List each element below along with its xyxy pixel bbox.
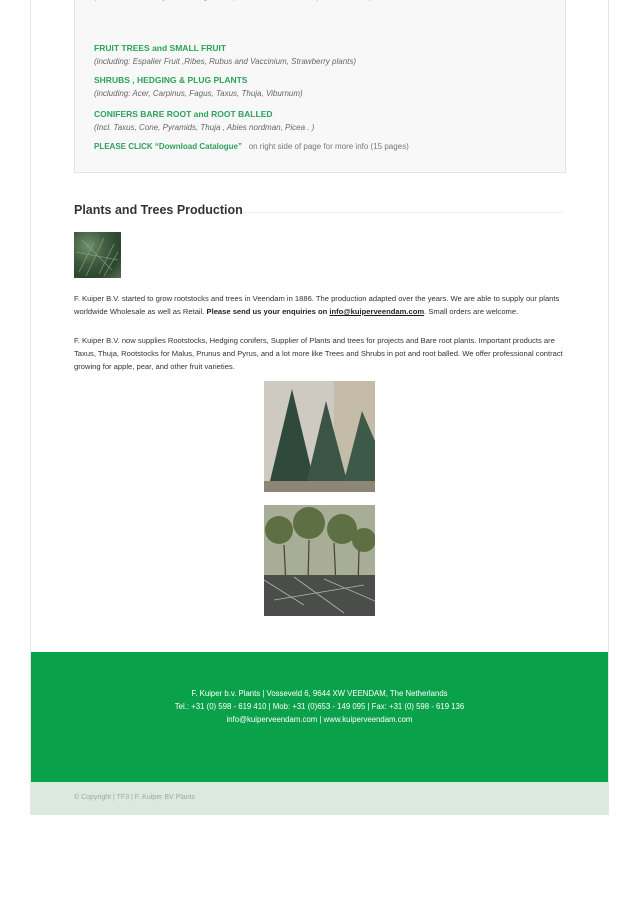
intro-text: F. Kuiper B.V. started to grow rootstocks and trees in Veendam in 1886. The production adapted over the years. We are able to supply our plants worldwide Wholesale as well as Retail. (74, 294, 560, 316)
category-title-conifers: CONIFERS BARE ROOT and ROOT BALLED (94, 109, 273, 119)
conifer-thumbnail-image[interactable] (74, 232, 121, 278)
category-title-fruit-trees: FRUIT TREES and SMALL FRUIT (94, 43, 227, 53)
email-link[interactable]: info@kuiperveendam.com (329, 307, 425, 316)
copyright-text: © Copyright | TF3 | F. Kuiper BV Plants (74, 794, 196, 801)
site-footer (31, 652, 608, 782)
footer-address: F. Kuiper b.v. Plants | Vosseveld 6, 9644 XW VEENDAM, The Netherlands (191, 689, 448, 698)
category-subtitle-conifers: (Incl. Taxus, Cone, Pyramids, Thuja , Abies nordman, Picea . ) (94, 123, 315, 132)
page-container (30, 0, 609, 815)
copyright-bar (31, 782, 608, 815)
catalogue-box (74, 0, 566, 173)
footer-phone-numbers: Tel.: +31 (0) 598 - 619 410 | Mob: +31 (0)653 - 149 095 | Fax: +31 (0) 598 - 619 136 (174, 702, 465, 711)
category-subtitle-shrubs: (including: Acer, Carpinus, Fagus, Taxus, Thuja, Viburnum) (94, 89, 303, 98)
products-paragraph: F. Kuiper B.V. now supplies Rootstocks, Hedging conifers, Supplier of Plants and trees for projects and Bare root plants. Important products are Taxus, Thuja, Rootstocks for Malus, Prunus and Pyrus, and a lot more like Trees and Shrubs in pot and root balled. We offer professional contract growing for apple, pear, and other fruit varieties. (74, 336, 563, 371)
download-catalogue-link[interactable]: PLEASE CLICK “Download Catalogue” (94, 142, 243, 151)
catalogue-top-line (94, 0, 372, 1)
intro-paragraph (74, 292, 566, 318)
intro-enquiry-text: Please send us your enquiries on (206, 307, 330, 316)
download-catalogue-line (94, 142, 409, 151)
category-title-shrubs: SHRUBS , HEDGING & PLUG PLANTS (94, 75, 248, 85)
potted-trees-photo[interactable] (264, 505, 375, 616)
section-heading: Plants and Trees Production (74, 203, 243, 217)
intro-text-end: . Small orders are welcome. (424, 307, 519, 316)
heading-divider (243, 212, 563, 213)
download-catalogue-note: on right side of page for more info (15 pages) (248, 142, 409, 151)
category-subtitle-fruit-trees: (including: Espalier Fruit ,Ribes, Rubus and Vaccinium, Strawberry plants) (94, 57, 357, 66)
conifer-photo[interactable] (264, 381, 375, 492)
footer-contact-links[interactable]: info@kuiperveendam.com | www.kuiperveendam.com (226, 715, 413, 724)
